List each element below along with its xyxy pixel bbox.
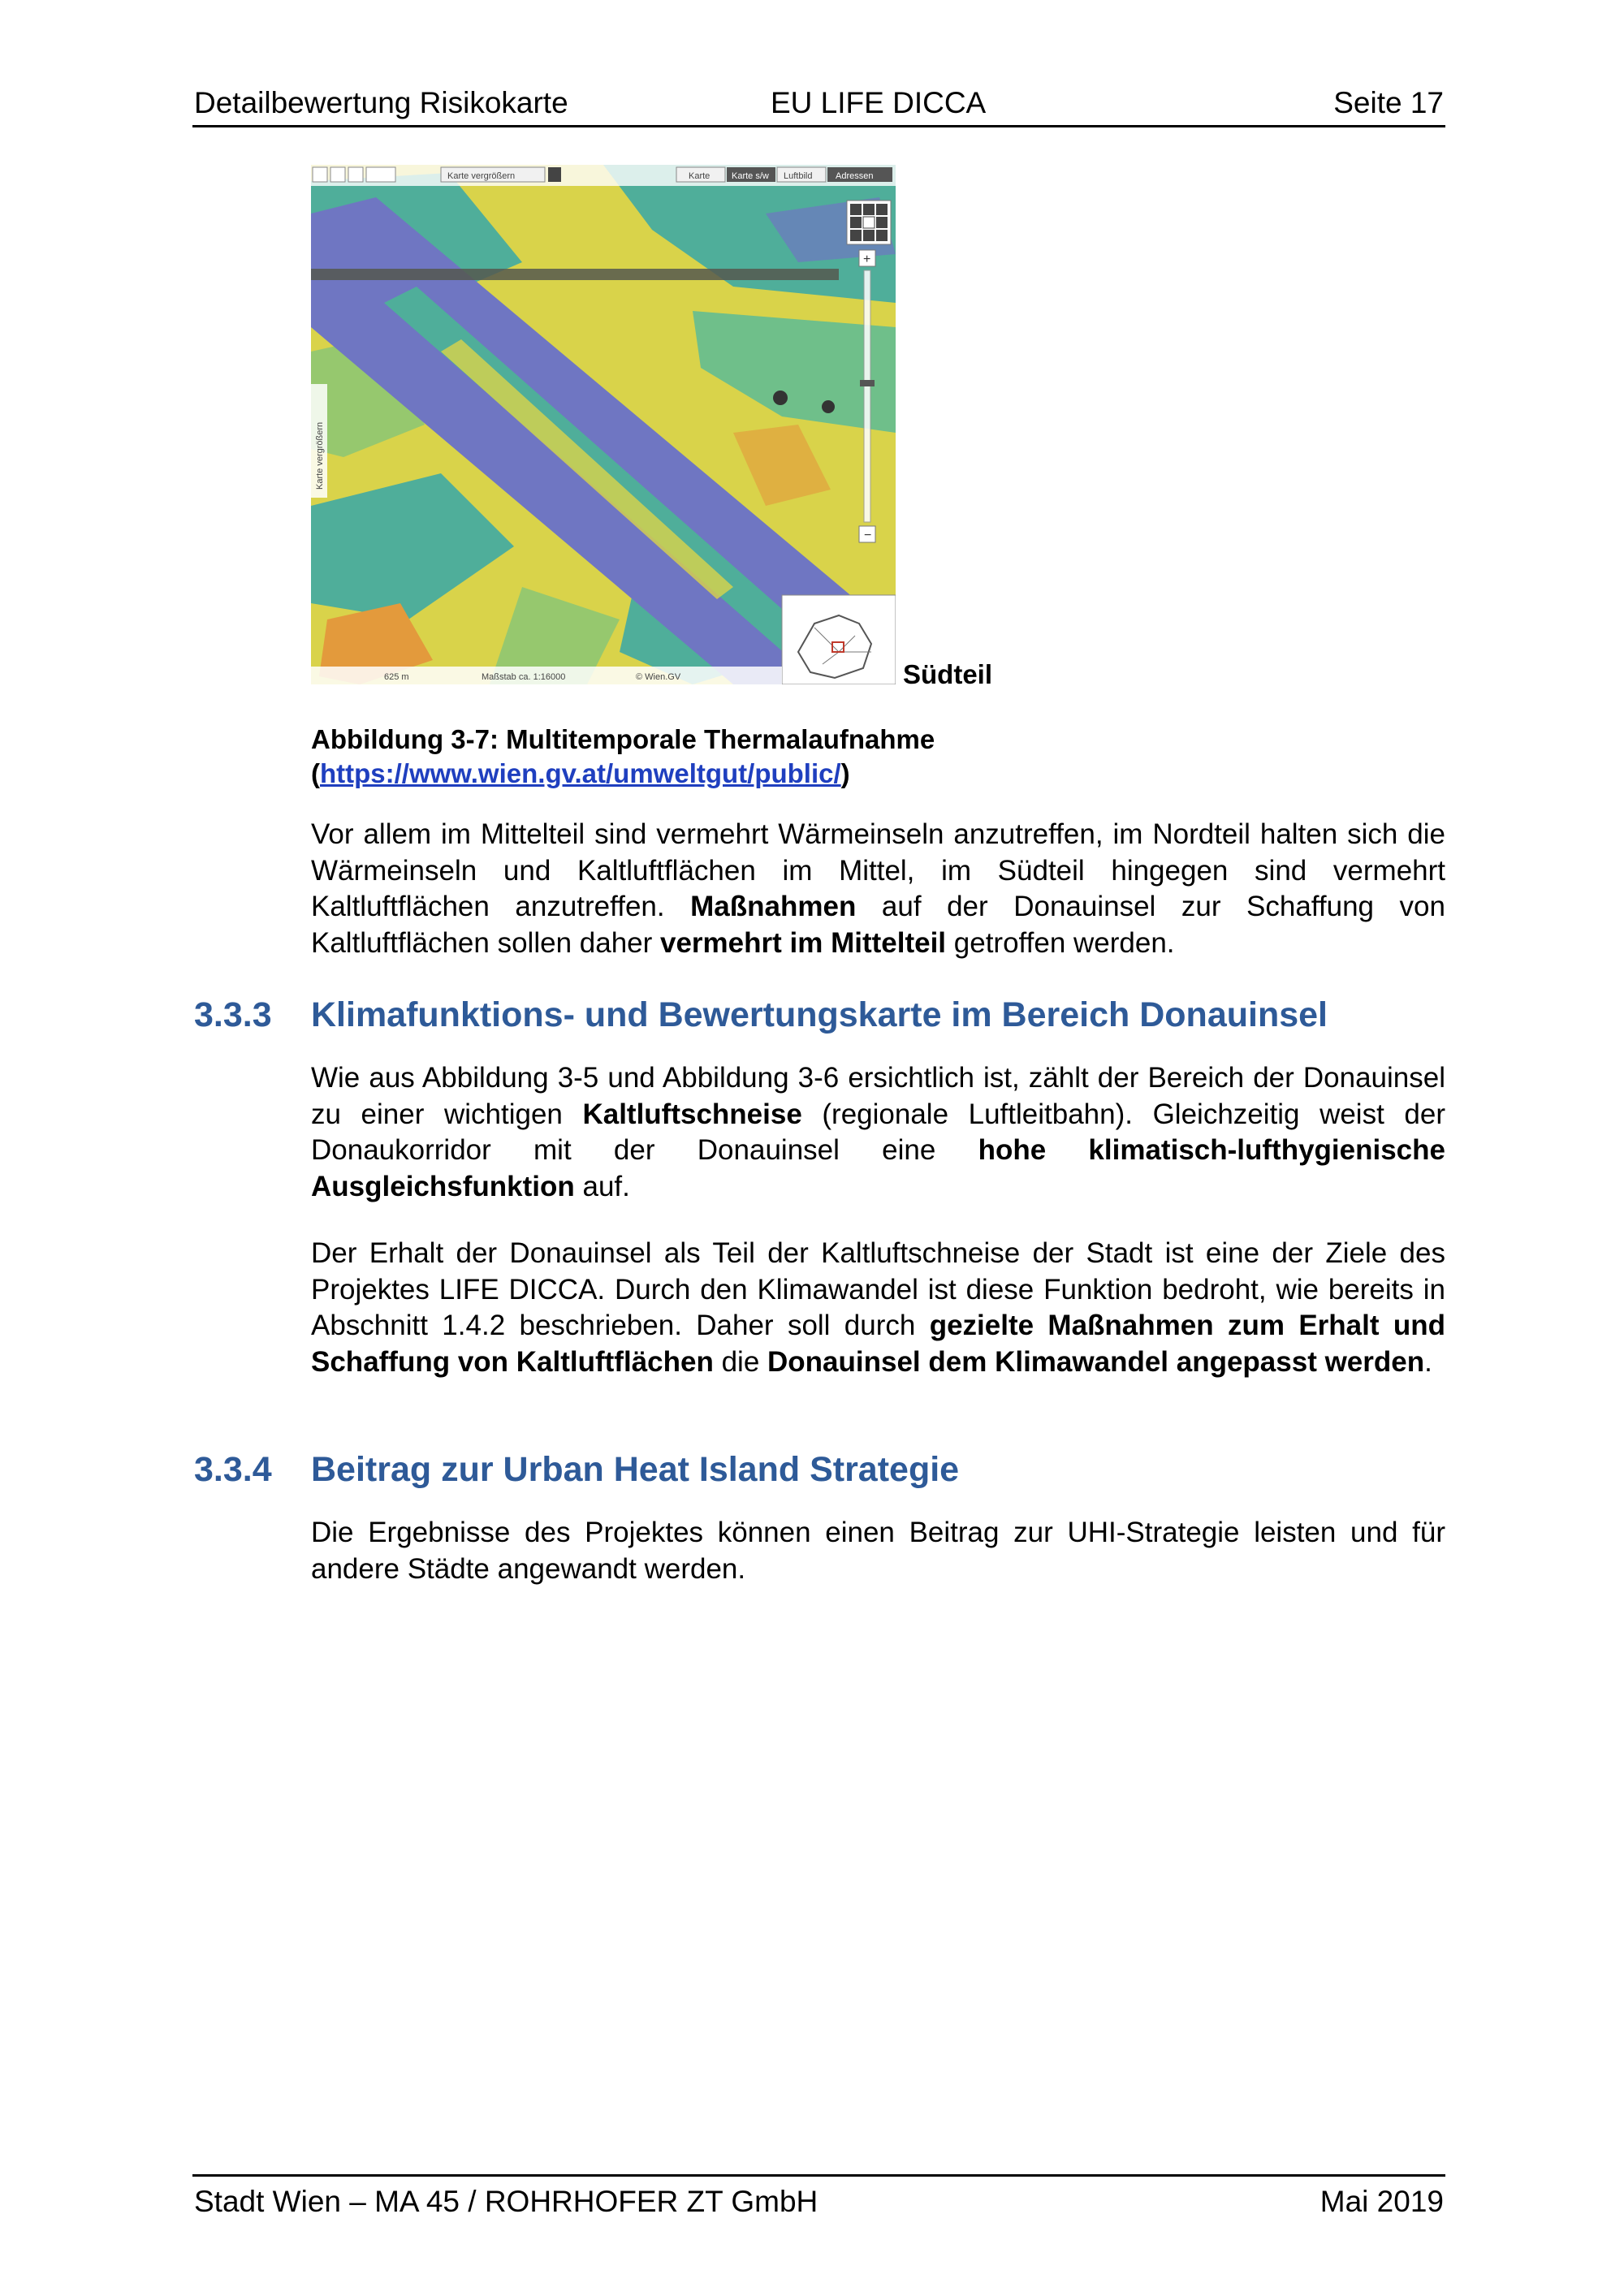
page-footer: [192, 2174, 1445, 2217]
minus-icon: −: [864, 529, 872, 542]
map-caption-suedteil: Südteil: [903, 659, 993, 689]
map-overview-inset[interactable]: [782, 595, 896, 684]
map-marker-icon[interactable]: [773, 391, 788, 405]
footer-organisation: Stadt Wien – MA 45 / ROHRHOFER ZT GmbH: [194, 2185, 818, 2218]
map-scale-ratio: Maßstab ca. 1:16000: [482, 672, 566, 682]
paragraph-heat-islands: Vor allem im Mittelteil sind vermehrt Wärmeinseln anzutreffen, im Nordteil halten sich die Wärmeinseln und Kaltluftflächen im Mittel, im Südteil hingegen sind vermehrt Kaltluftflächen anzutreffen. Maßnahmen auf der Donauinsel zur Schaffung von Kaltluftflächen sollen daher vermehrt im Mittelteil getroffen werden.: [311, 818, 1445, 959]
page-header: [192, 84, 1445, 127]
thermal-map-figure: [311, 165, 896, 684]
paragraph-life-dicca-goals: Der Erhalt der Donauinsel als Teil der Kaltluftschneise der Stadt ist eine der Ziele des Projektes LIFE DICCA. Durch den Klimawandel ist diese Funktion bedroht, wie bereits in Abschnitt 1.4.2 beschrieben. Daher soll durch gezielte Maßnahmen zum Erhalt und Schaffung von Kaltluftflächen die Donauinsel dem Klimawandel angepasst werden.: [311, 1237, 1445, 1378]
map-tab-label: Adressen: [836, 171, 874, 181]
map-road-band: [311, 269, 839, 280]
map-scale-distance: 625 m: [384, 672, 409, 682]
header-page-number: Seite 17: [1333, 86, 1444, 119]
map-toolbar-arrows[interactable]: [366, 167, 395, 182]
header-doc-title: Detailbewertung Risikokarte: [194, 86, 568, 119]
section-number: 3.3.4: [194, 1450, 272, 1489]
map-toolbar-icon[interactable]: [313, 167, 327, 182]
map-tab-label: Luftbild: [784, 171, 813, 181]
map-copyright: © Wien.GV: [636, 672, 681, 682]
map-toolbar-icon[interactable]: [330, 167, 345, 182]
paragraph-kaltluftschneise: Wie aus Abbildung 3-5 und Abbildung 3-6 ersichtlich ist, zählt der Bereich der Donauinsel zu einer wichtigen Kaltluftschneise (regionale Luftleitbahn). Gleichzeitig weist der Donaukorridor mit der Donauinsel eine hohe klimatisch-lufthygienische Ausgleichsfunktion auf.: [311, 1062, 1445, 1202]
figure-caption: [311, 723, 1445, 791]
map-marker-icon[interactable]: [822, 400, 835, 413]
header-project: EU LIFE DICCA: [771, 86, 987, 119]
map-toolbar-download-icon[interactable]: [548, 167, 561, 182]
map-tab-label: Karte: [689, 171, 710, 181]
map-toolbar-label: Karte vergrößern: [447, 171, 516, 181]
section-number: 3.3.3: [194, 995, 272, 1034]
figure-caption-label: Abbildung 3-7: Multitemporale Thermalaufnahme: [311, 724, 935, 754]
section-title: Klimafunktions- und Bewertungskarte im Bereich Donauinsel: [311, 995, 1328, 1034]
figure-source-link[interactable]: https://www.wien.gv.at/umweltgut/public/: [320, 758, 841, 788]
map-zoom-handle[interactable]: [860, 380, 875, 386]
section-title: Beitrag zur Urban Heat Island Strategie: [311, 1450, 960, 1489]
map-side-label: Karte vergrößern: [315, 421, 325, 490]
map-tab-label: Karte s/w: [732, 171, 769, 181]
map-pan-control[interactable]: [847, 201, 891, 244]
plus-icon: +: [863, 252, 871, 266]
figure-caption-source: (https://www.wien.gv.at/umweltgut/public/): [311, 758, 850, 788]
map-zoom-slider[interactable]: [864, 270, 870, 522]
paragraph-uhi-strategy: Die Ergebnisse des Projektes können einen Beitrag zur UHI-Strategie leisten und für andere Städte angewandt werden.: [311, 1517, 1445, 1585]
map-toolbar-icon[interactable]: [348, 167, 363, 182]
footer-date: Mai 2019: [1320, 2185, 1444, 2218]
